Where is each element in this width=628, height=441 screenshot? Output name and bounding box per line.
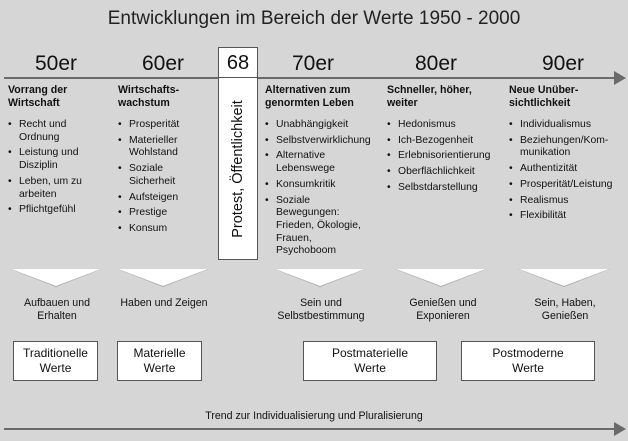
column-50er bbox=[8, 84, 108, 220]
column-70er bbox=[265, 84, 383, 261]
column-90er bbox=[509, 84, 625, 226]
list-item: • Oberflächlichkeit bbox=[387, 166, 503, 179]
list-item: • Hedonismus bbox=[387, 119, 503, 132]
decade-70er: 70er bbox=[291, 52, 335, 75]
list-item: • Soziale Bewegungen: Frieden, Ökologie, Frauen, Psychoboom bbox=[265, 195, 383, 259]
list-item: • Soziale Sicherheit bbox=[118, 163, 218, 188]
diagram-title: Entwicklungen im Bereich der Werte 1950 - 2000 bbox=[107, 8, 521, 29]
list-item: • Prosperität bbox=[118, 119, 218, 132]
list-item: • Alternative Lebenswege bbox=[265, 150, 383, 175]
list-item: • Selbstdarstellung bbox=[387, 182, 503, 195]
list-item: • Recht und Ordnung bbox=[8, 119, 108, 144]
column-heading: Schneller, höher, weiter bbox=[387, 84, 472, 109]
list-item: • Pflichtgefühl bbox=[8, 204, 108, 217]
summary-label-70er: Sein und Selbstbestimmung bbox=[277, 297, 365, 322]
summary-label-60er: Haben und Zeigen bbox=[120, 297, 208, 309]
value-list bbox=[509, 119, 625, 223]
list-item: • Individualismus bbox=[509, 119, 625, 132]
decade-60er: 60er bbox=[141, 52, 185, 75]
box-68-divider bbox=[219, 77, 257, 78]
funnel-triangle-icon bbox=[118, 269, 208, 286]
list-item: • Leben, um zu arbeiten bbox=[8, 176, 108, 201]
list-item: • Konsum bbox=[118, 223, 218, 236]
list-item: • Selbstverwirklichung bbox=[265, 135, 383, 148]
list-item: • Prestige bbox=[118, 207, 218, 220]
protest-label: Protest, Öffentlichkeit bbox=[230, 100, 246, 238]
list-item: • Prosperität/Leistung bbox=[509, 179, 625, 192]
funnel-triangle-icon bbox=[396, 269, 486, 286]
timeline-axis bbox=[4, 77, 616, 79]
decade-90er: 90er bbox=[541, 52, 585, 75]
list-item: • Konsumkritik bbox=[265, 179, 383, 192]
column-heading: Neue Unüber- sichtlichkeit bbox=[509, 84, 579, 109]
column-heading: Alternativen zum genormten Leben bbox=[265, 84, 354, 109]
column-60er bbox=[118, 84, 218, 239]
list-item: • Leistung und Disziplin bbox=[8, 147, 108, 172]
funnel-triangle-icon bbox=[11, 269, 101, 286]
value-box-traditionelle: Traditionelle Werte bbox=[13, 341, 98, 381]
trend-label: Trend zur Individualisierung und Pluralisierung bbox=[205, 410, 423, 422]
column-heading: Wirtschafts- wachstum bbox=[118, 84, 180, 109]
value-list bbox=[265, 119, 383, 258]
column-heading: Vorrang der Wirtschaft bbox=[8, 84, 68, 109]
list-item: • Materieller Wohlstand bbox=[118, 135, 218, 160]
list-item: • Aufsteigen bbox=[118, 192, 218, 205]
value-box-postmoderne: Postmoderne Werte bbox=[461, 341, 595, 381]
list-item: • Unabhängigkeit bbox=[265, 119, 383, 132]
summary-label-80er: Genießen und Exponieren bbox=[409, 297, 477, 322]
value-box-postmaterielle: Postmaterielle Werte bbox=[303, 341, 437, 381]
trend-arrowhead-icon bbox=[614, 422, 626, 436]
list-item: • Authentizität bbox=[509, 163, 625, 176]
funnel-triangle-icon bbox=[275, 269, 365, 286]
list-item: • Erlebnisorientierung bbox=[387, 150, 503, 163]
value-list bbox=[387, 119, 503, 195]
decade-68: 68 bbox=[226, 52, 250, 74]
value-box-materielle: Materielle Werte bbox=[117, 341, 202, 381]
list-item: • Ich-Bezogenheit bbox=[387, 135, 503, 148]
value-list bbox=[118, 119, 218, 236]
timeline-arrowhead-icon bbox=[614, 71, 626, 85]
column-80er bbox=[387, 84, 503, 198]
summary-label-90er: Sein, Haben, Genießen bbox=[534, 297, 596, 322]
funnel-triangle-icon bbox=[519, 269, 609, 286]
protest-label-wrap bbox=[222, 86, 254, 252]
summary-label-50er: Aufbauen und Erhalten bbox=[24, 297, 90, 322]
decade-50er: 50er bbox=[34, 52, 78, 75]
value-list bbox=[8, 119, 108, 217]
list-item: • Beziehungen/Kom- munikation bbox=[509, 135, 625, 160]
decade-80er: 80er bbox=[414, 52, 458, 75]
list-item: • Flexibilität bbox=[509, 210, 625, 223]
list-item: • Realismus bbox=[509, 195, 625, 208]
trend-axis bbox=[4, 428, 616, 430]
